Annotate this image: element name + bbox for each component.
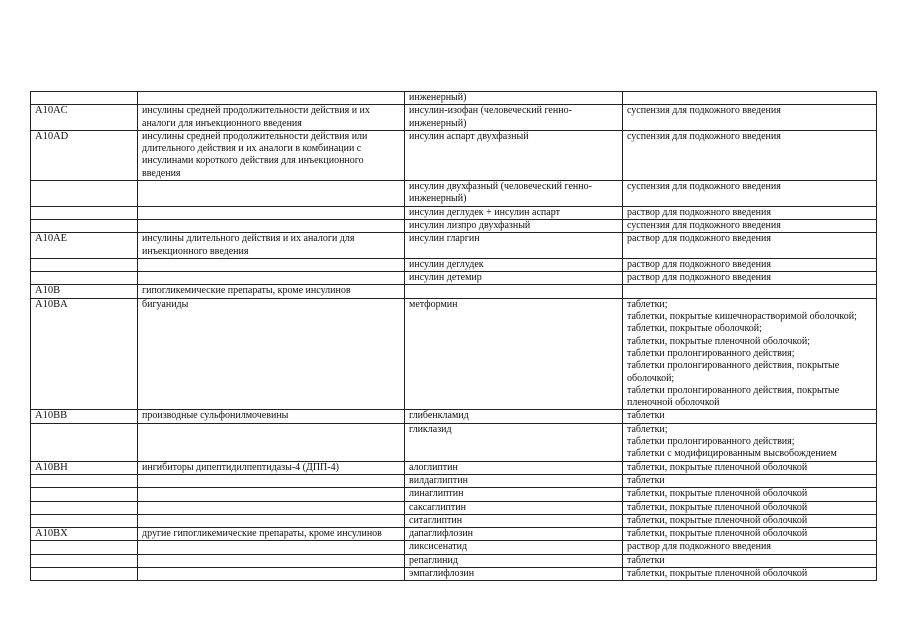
table-row [31, 410, 877, 423]
atc-code-cell [31, 501, 138, 514]
atc-code-cell [31, 272, 138, 285]
atc-code-cell [31, 181, 138, 207]
medication-table-body [31, 92, 877, 581]
group-cell: гипогликемические препараты, кроме инсулинов [138, 285, 405, 298]
dosage-form-line: суспензия для подкожного введения [627, 181, 781, 193]
atc-code-cell [31, 92, 138, 105]
drug-cell: метформин [405, 298, 623, 410]
drug-cell: инсулин аспарт двухфазный [405, 130, 623, 180]
dosage-form-line: таблетки, покрытые пленочной оболочкой [627, 514, 808, 526]
table-row [31, 488, 877, 501]
drug-cell: инженерный) [405, 92, 623, 105]
drug-cell: линаглиптин [405, 488, 623, 501]
dosage-form-cell [623, 423, 877, 461]
drug-cell: ликсисенатид [405, 541, 623, 554]
dosage-form-line: раствор для подкожного введения [627, 258, 771, 270]
group-cell: другие гипогликемические препараты, кроме инсулинов [138, 528, 405, 541]
dosage-form-line: таблетки пролонгированного действия; [627, 436, 795, 448]
drug-cell: вилдаглиптин [405, 474, 623, 487]
dosage-form-cell [623, 488, 877, 501]
dosage-form-cell [623, 410, 877, 423]
dosage-form-line: таблетки, покрытые пленочной оболочкой [627, 488, 808, 500]
drug-cell: дапаглифлозин [405, 528, 623, 541]
group-cell [138, 219, 405, 232]
group-cell: инсулины длительного действия и их аналоги для инъекционного введения [138, 233, 405, 259]
atc-code-cell [31, 474, 138, 487]
table-row [31, 528, 877, 541]
table-row [31, 181, 877, 207]
dosage-form-line: таблетки, покрытые пленочной оболочкой [627, 461, 808, 473]
group-cell: ингибиторы дипептидилпептидазы-4 (ДПП-4) [138, 461, 405, 474]
group-cell [138, 488, 405, 501]
group-cell [138, 514, 405, 527]
drug-cell: ситаглиптин [405, 514, 623, 527]
table-row [31, 461, 877, 474]
atc-code-cell: A10BA [31, 298, 138, 410]
dosage-form-cell [623, 541, 877, 554]
table-row [31, 206, 877, 219]
dosage-form-line: таблетки, покрытые пленочной оболочкой [627, 528, 808, 540]
dosage-form-line: таблетки пролонгированного действия; [627, 347, 795, 359]
group-cell [138, 567, 405, 580]
dosage-form-line: таблетки; [627, 298, 668, 310]
dosage-form-cell [623, 528, 877, 541]
table-row [31, 219, 877, 232]
drug-cell: инсулин-изофан (человеческий генно-инженерный) [405, 105, 623, 131]
dosage-form-cell [623, 272, 877, 285]
table-row [31, 272, 877, 285]
dosage-form-cell [623, 285, 877, 298]
drug-cell: инсулин гларгин [405, 233, 623, 259]
drug-cell: инсулин лизпро двухфазный [405, 219, 623, 232]
dosage-form-line: таблетки пролонгированного действия, покрытые оболочкой; [627, 360, 840, 384]
dosage-form-line: суспензия для подкожного введения [627, 219, 781, 231]
atc-code-cell [31, 554, 138, 567]
group-cell: инсулины средней продолжительности действия и их аналоги для инъекционного введения [138, 105, 405, 131]
table-row [31, 501, 877, 514]
atc-code-cell [31, 206, 138, 219]
dosage-form-cell [623, 258, 877, 271]
atc-code-cell [31, 258, 138, 271]
atc-code-cell [31, 567, 138, 580]
atc-code-cell [31, 488, 138, 501]
dosage-form-cell [623, 298, 877, 410]
drug-cell: инсулин детемир [405, 272, 623, 285]
group-cell [138, 554, 405, 567]
dosage-form-line: раствор для подкожного введения [627, 233, 771, 245]
dosage-form-line: таблетки [627, 554, 665, 566]
group-cell [138, 258, 405, 271]
group-cell [138, 206, 405, 219]
dosage-form-line: раствор для подкожного введения [627, 272, 771, 284]
dosage-form-cell [623, 219, 877, 232]
group-cell [138, 92, 405, 105]
dosage-form-line: таблетки; [627, 423, 668, 435]
dosage-form-cell [623, 461, 877, 474]
dosage-form-line: таблетки пролонгированного действия, покрытые пленочной оболочкой [627, 384, 840, 409]
group-cell: производные сульфонилмочевины [138, 410, 405, 423]
dosage-form-cell [623, 233, 877, 259]
table-row [31, 258, 877, 271]
table-row [31, 298, 877, 410]
drug-cell: глибенкламид [405, 410, 623, 423]
dosage-form-line: суспензия для подкожного введения [627, 130, 781, 142]
drug-cell: эмпаглифлозин [405, 567, 623, 580]
drug-cell: инсулин деглудек + инсулин аспарт [405, 206, 623, 219]
dosage-form-cell [623, 514, 877, 527]
dosage-form-line: таблетки, покрытые кишечнорастворимой оболочкой; [627, 311, 857, 323]
dosage-form-cell [623, 567, 877, 580]
table-row [31, 92, 877, 105]
drug-cell [405, 285, 623, 298]
dosage-form-line: таблетки, покрытые пленочной оболочкой [627, 501, 808, 513]
table-row [31, 423, 877, 461]
group-cell [138, 181, 405, 207]
medication-table [30, 91, 877, 581]
dosage-form-line: таблетки [627, 474, 665, 486]
dosage-form-cell [623, 105, 877, 131]
table-row [31, 567, 877, 580]
group-cell [138, 423, 405, 461]
dosage-form-line: суспензия для подкожного введения [627, 105, 781, 117]
table-row [31, 285, 877, 298]
drug-cell: репаглинид [405, 554, 623, 567]
atc-code-cell: A10AC [31, 105, 138, 131]
dosage-form-cell [623, 501, 877, 514]
group-cell [138, 541, 405, 554]
dosage-form-line: таблетки, покрытые оболочкой; [627, 323, 762, 335]
dosage-form-line: таблетки, покрытые пленочной оболочкой [627, 567, 808, 579]
atc-code-cell [31, 541, 138, 554]
atc-code-cell [31, 219, 138, 232]
table-row [31, 105, 877, 131]
atc-code-cell: A10AD [31, 130, 138, 180]
drug-cell: инсулин деглудек [405, 258, 623, 271]
group-cell: бигуаниды [138, 298, 405, 410]
dosage-form-cell [623, 554, 877, 567]
dosage-form-cell [623, 181, 877, 207]
dosage-form-line: таблетки, покрытые пленочной оболочкой; [627, 335, 811, 347]
atc-code-cell: A10B [31, 285, 138, 298]
dosage-form-cell [623, 206, 877, 219]
drug-cell: саксаглиптин [405, 501, 623, 514]
dosage-form-line: таблетки [627, 410, 665, 422]
dosage-form-line: таблетки с модифицированным высвобождением [627, 448, 837, 460]
drug-cell: инсулин двухфазный (человеческий генно-инженерный) [405, 181, 623, 207]
atc-code-cell [31, 514, 138, 527]
atc-code-cell: A10BH [31, 461, 138, 474]
table-row [31, 130, 877, 180]
atc-code-cell: A10AE [31, 233, 138, 259]
atc-code-cell: A10BX [31, 528, 138, 541]
drug-cell: алоглиптин [405, 461, 623, 474]
dosage-form-cell [623, 92, 877, 105]
atc-code-cell: A10BB [31, 410, 138, 423]
dosage-form-cell [623, 474, 877, 487]
group-cell: инсулины средней продолжительности действия или длительного действия и их аналоги в комбинации с инсулинами короткого действия для инъекционного введения [138, 130, 405, 180]
table-row [31, 541, 877, 554]
dosage-form-cell [623, 130, 877, 180]
group-cell [138, 272, 405, 285]
dosage-form-line: раствор для подкожного введения [627, 206, 771, 218]
group-cell [138, 474, 405, 487]
table-row [31, 514, 877, 527]
table-row [31, 233, 877, 259]
table-row [31, 554, 877, 567]
group-cell [138, 501, 405, 514]
table-row [31, 474, 877, 487]
drug-cell: гликлазид [405, 423, 623, 461]
atc-code-cell [31, 423, 138, 461]
dosage-form-line: раствор для подкожного введения [627, 541, 771, 553]
